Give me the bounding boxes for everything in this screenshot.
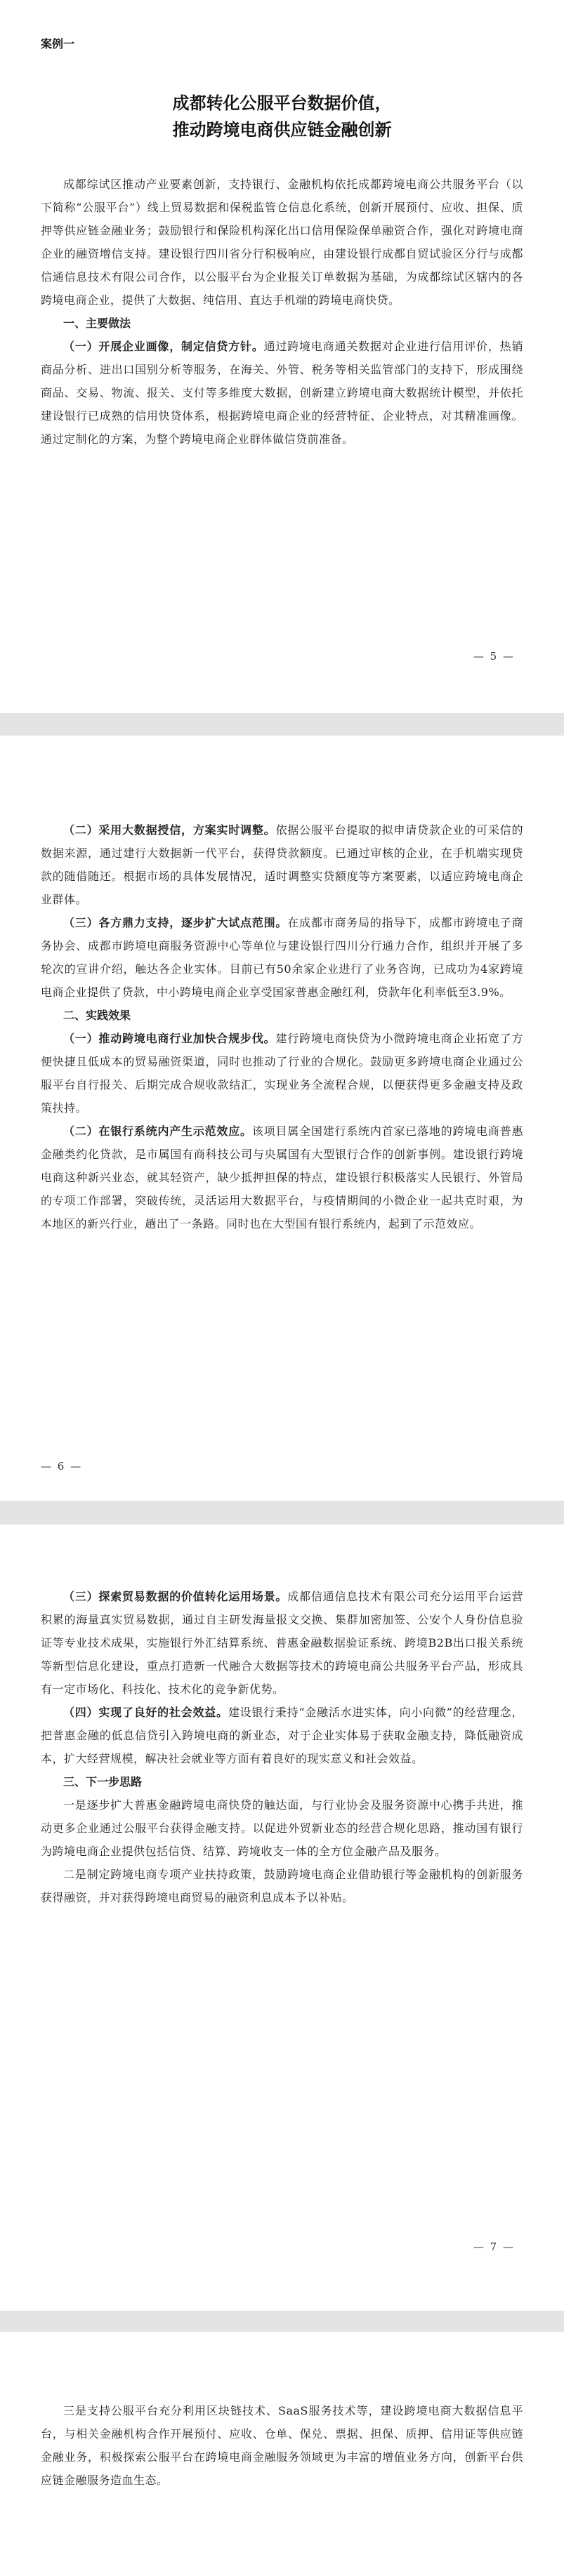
item-3-text: 在成都市商务局的指导下，成都市跨境电子商务协会、成都市跨境电商服务资源中心等单位与建设银行四川分行通力合作，组织并开展了多轮次的宣讲介绍，触达各企业实体。目前已有50余家企业进行了业务咨询，已成功为4家跨境电商企业提供了贷款，中小跨境电商企业享受国家普惠金融红利，贷款年化利率低至3.9%。 [41,916,523,999]
next-step-1: 一是逐步扩大普惠金融跨境电商快贷的触达面，与行业协会及服务资源中心携手共进，推动更多企业通过公服平台获得金融支持。以促进外贸新业态的经营合规化思路，推动国有银行为跨境电商企业提供包括信贷、结算、跨境收支一体的全方位金融产品及服务。 [41,1798,523,1858]
result-1-paragraph [41,1027,523,1120]
result-3-text: 成都信通信息技术有限公司充分运用平台运营积累的海量真实贸易数据，通过自主研发海量报文交换、集群加密加签、公安个人身份信息验证等专业技术成果，实施银行外汇结算系统、普惠金融数据验证系统、跨境B2B出口报关系统等新型信息化建设，重点打造新一代融合大数据等技术的跨境电商公共服务平台产品，形成具有一定市场化、科技化、技术化的竞争新优势。 [41,1590,523,1696]
page-4-body [41,2332,523,2492]
item-1-text: 通过跨境电商通关数据对企业进行信用评价，热销商品分析、进出口国别分析等服务，在海关、外管、税务等相关监管部门的支持下，形成围绕商品、交易、物流、报关、支付等多维度大数据，创新建立跨境电商大数据统计模型，并依托建设银行已成熟的信用快贷体系，根据跨境电商企业的经营特征、企业特点，对其精准画像。通过定制化的方案，为整个跨境电商企业群体做信贷前准备。 [41,340,523,446]
item-2-text: 依据公服平台提取的拟申请贷款企业的可采信的数据来源，通过建行大数据新一代平台，获得贷款额度。已通过审核的企业，在手机端实现贷款的随借随还。根据市场的具体发展情况，适时调整实贷额度等方案要素，以适应跨境电商企业群体。 [41,823,523,906]
title-line-2: 推动跨境电商供应链金融创新 [172,119,392,140]
item-2-lead: （二）采用大数据授信，方案实时调整。 [63,823,276,837]
case-tag: 案例一 [41,37,75,51]
next-step-3: 三是支持公服平台充分利用区块链技术、SaaS服务技术等，建设跨境电商大数据信息平台，与相关金融机构合作开展预付、应收、仓单、保兑、票据、担保、质押、信用证等供应链金融业务，积极探索公服平台在跨境电商金融服务领域更为丰富的增值业务方向，创新平台供应链金融服务造血生态。 [41,2404,523,2487]
result-4-paragraph [41,1701,523,1770]
title-line-1: 成都转化公服平台数据价值， [172,93,392,113]
result-3-paragraph [41,1585,523,1701]
item-2-paragraph [41,818,523,911]
document-title [41,0,523,143]
result-1-lead: （一）推动跨境电商行业加快合规步伐。 [63,1032,276,1045]
item-1-paragraph [41,335,523,451]
result-4-text: 建设银行秉持“金融活水进实体，向小向微”的经营理念，把普惠金融的低息信贷引入跨境电商的新业态，对于企业实体易于获取金融支持，降低融资成本，扩大经营规模，解决社会就业等方面有着良好的现实意义和社会效益。 [41,1706,523,1765]
page-number-7: — 7 — [473,2240,515,2253]
page-2-body [41,736,523,1235]
result-4-lead: （四）实现了良好的社会效益。 [63,1706,228,1719]
item-3-paragraph [41,911,523,1004]
page-1-body [41,173,523,451]
item-1-lead: （一）开展企业画像，制定信贷方针。 [63,340,264,353]
document-page-1 [0,0,564,713]
item-3-lead: （三）各方鼎力支持，逐步扩大试点范围。 [63,916,288,929]
result-3-lead: （三）探索贸易数据的价值转化运用场景。 [63,1590,288,1603]
section-heading-3: 三、下一步思路 [63,1775,143,1788]
result-2-lead: （二）在银行系统内产生示范效应。 [63,1124,252,1138]
next-step-2: 二是制定跨境电商专项产业扶持政策，鼓励跨境电商企业借助银行等金融机构的创新服务获得融资，并对获得跨境电商贸易的融资利息成本予以补贴。 [41,1868,523,1904]
result-2-paragraph [41,1120,523,1235]
intro-paragraph: 成都综试区推动产业要素创新，支持银行、金融机构依托成都跨境电商公共服务平台（以下简称“公服平台”）线上贸易数据和保税监管仓信息化系统，创新开展预付、应收、担保、质押等供应链金融业务；鼓励银行和保险机构深化出口信用保险保单融资合作，强化对跨境电商企业的融资增信支持。建设银行四川省分行积极响应，由建设银行成都自贸试验区分行与成都信通信息技术有限公司合作，以公服平台为企业报关订单数据为基础，为成都综试区辖内的各跨境电商企业，提供了大数据、纯信用、直达手机端的跨境电商快贷。 [41,178,523,307]
page-number-5: — 5 — [473,650,515,663]
document-page-3 [0,1525,564,2311]
result-1-text: 建行跨境电商快贷为小微跨境电商企业拓宽了方便快捷且低成本的贸易融资渠道，同时也推动了行业的合规化。鼓励更多跨境电商企业通过公服平台自行报关、后期完成合规收款结汇，实现业务全流程合规，以便获得更多金融支持及政策扶持。 [41,1032,523,1115]
result-2-text: 该项目属全国建行系统内首家已落地的跨境电商普惠金融类约化贷款，是市属国有商科技公司与央属国有大型银行合作的创新事例。建设银行跨境电商这种新兴业态，就其轻资产，缺少抵押担保的特点，建设银行积极落实人民银行、外管局的专项工作部署，突破传统，灵活运用大数据平台，与疫情期间的小微企业一起共克时艰，为本地区的新兴行业，趟出了一条路。同时也在大型国有银行系统内，起到了示范效应。 [41,1124,523,1230]
document-page-2 [0,736,564,1501]
page-3-body [41,1525,523,1909]
section-heading-2: 二、实践效果 [63,1009,131,1022]
document-page-4 [0,2332,564,2576]
page-number-6: — 6 — [41,1460,83,1473]
section-heading-1: 一、主要做法 [63,317,131,330]
